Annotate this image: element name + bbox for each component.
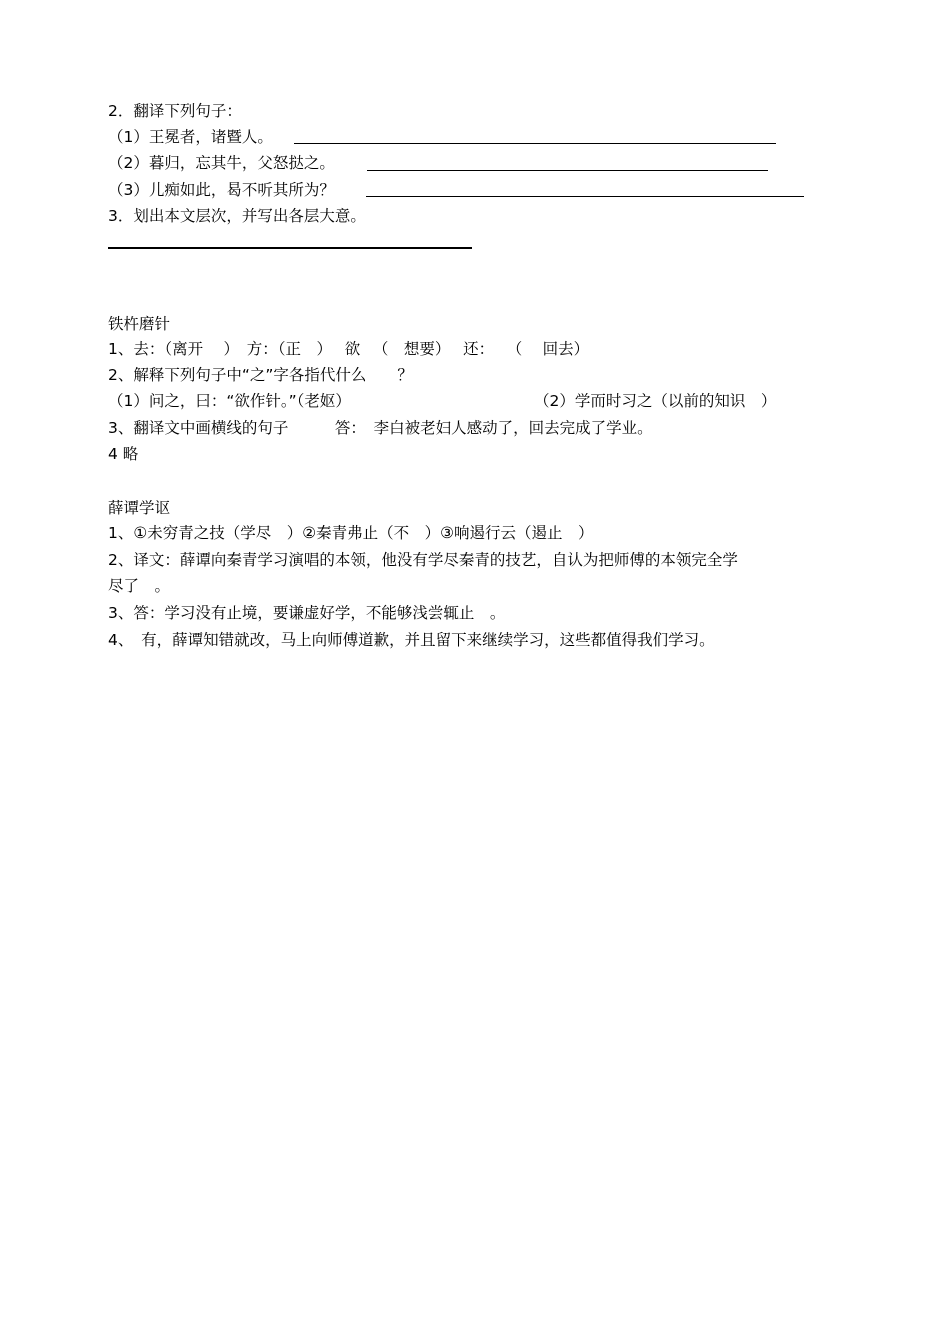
answer-line-b2: 2、解释下列句子中“之”字各指代什么 ？	[108, 366, 413, 384]
sentence-1: （1）王冕者，诸暨人。	[108, 128, 273, 146]
answer-line-2	[367, 170, 768, 171]
answer-line-c3: 3、答：学习没有止境，要谦虚好学，不能够浅尝辄止 。	[108, 604, 506, 622]
question-3-heading: 3．划出本文层次，并写出各层大意。	[108, 207, 366, 225]
answer-line-b1: 1、去：（离开 ） 方：（正 ） 欲 （ 想要） 还： （ 回去）	[108, 340, 590, 358]
sentence-3: （3）儿痴如此，曷不听其所为？	[108, 181, 335, 199]
answer-line-1	[294, 143, 776, 144]
sentence-2: （2）暮归，忘其牛，父怒挞之。	[108, 154, 335, 172]
answer-line-b5: 4 略	[108, 445, 139, 463]
answer-line-b3b: （2）学而时习之（以前的知识 ）	[534, 392, 777, 410]
answer-line-c2a: 2、译文：薛谭向秦青学习演唱的本领，他没有学尽秦青的技艺，自认为把师傅的本领完全学	[108, 551, 738, 569]
answer-line-3	[366, 196, 804, 197]
answer-line-b4: 3、翻译文中画横线的句子 答： 李白被老妇人感动了，回去完成了学业。	[108, 419, 653, 437]
answer-line-c4: 4、 有，薛谭知错就改，马上向师傅道歉，并且留下来继续学习，这些都值得我们学习。	[108, 631, 715, 649]
section-title-tiechu: 铁杵磨针	[108, 315, 171, 333]
question-2-heading: 2．翻译下列句子：	[108, 102, 242, 120]
section-title-xuetan: 薛谭学讴	[108, 499, 171, 517]
answer-line-b3a: （1）问之，曰：“欲作针。”（老妪）	[108, 392, 351, 410]
answer-line-c2b: 尽了 。	[108, 577, 171, 595]
answer-line-4	[108, 247, 472, 249]
answer-line-c1: 1、①未穷青之技（学尽 ）②秦青弗止（不 ）③响遏行云（遏止 ）	[108, 524, 594, 542]
